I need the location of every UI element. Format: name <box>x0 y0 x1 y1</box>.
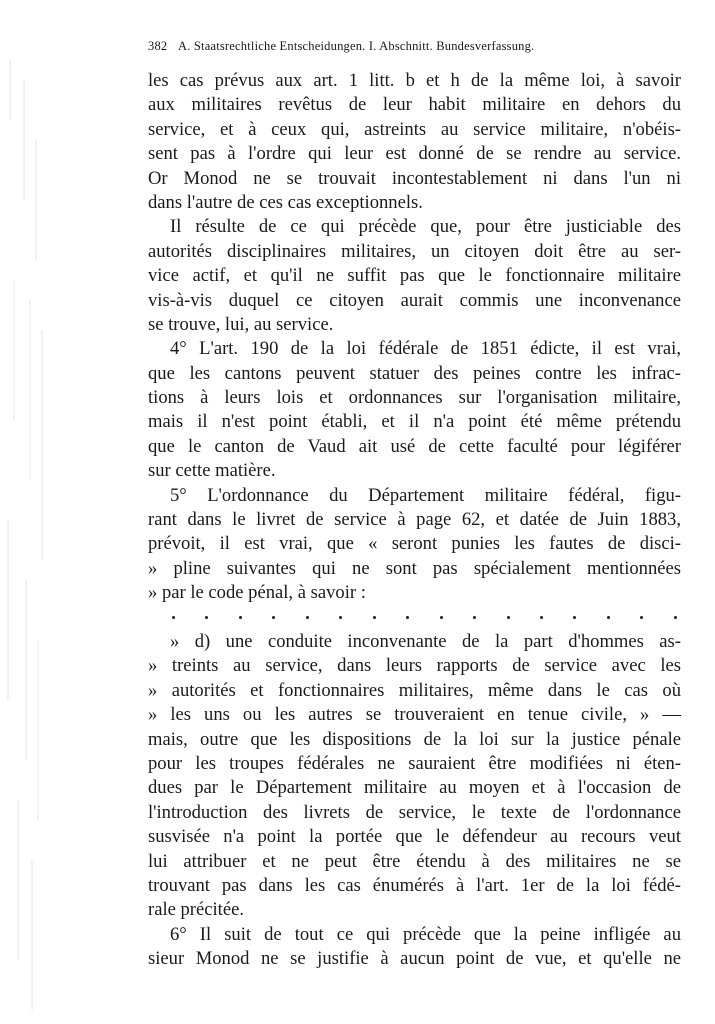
text-line: mais il n'est point établi, et il n'a point été même prétendu <box>148 411 681 433</box>
ellipsis-dot <box>239 616 242 619</box>
text-line: 5° L'ordonnance du Département militaire fédéral, figu- <box>170 484 681 506</box>
body-text <box>148 69 681 971</box>
text-line: tions à leurs lois et ordonnances sur l'organisation militaire, <box>148 387 681 409</box>
text-line: » treints au service, dans leurs rapports de service avec les <box>148 655 681 677</box>
text-line: sur cette matière. <box>148 460 276 482</box>
text-line: 4° L'art. 190 de la loi fédérale de 1851 édicte, il est vrai, <box>170 338 681 360</box>
ellipsis-dot <box>406 616 409 619</box>
ellipsis-dot <box>272 616 275 619</box>
text-line: aux militaires revêtus de leur habit militaire en dehors du <box>148 94 681 116</box>
running-title: A. Staatsrechtliche Entscheidungen. I. Abschnitt. Bundesverfassung. <box>178 39 535 53</box>
text-line: mais, outre que les dispositions de la loi sur la justice pénale <box>148 728 681 750</box>
text-line: 6° Il suit de tout ce qui précède que la peine infligée au <box>170 923 681 945</box>
page-number: 382 <box>148 39 168 53</box>
text-line: » par le code pénal, à savoir : <box>148 582 366 604</box>
ellipsis-dot <box>507 616 510 619</box>
text-line: dans l'autre de ces cas exceptionnels. <box>148 191 423 213</box>
text-line: que les cantons peuvent statuer des peines contre les infrac- <box>148 362 681 384</box>
text-line: lui attribuer et ne peut être étendu à des militaires ne se <box>148 850 681 872</box>
ellipsis-dot <box>373 616 376 619</box>
text-line: que le canton de Vaud ait usé de cette faculté pour légiférer <box>148 435 681 457</box>
text-line: dues par le Département militaire au moyen et à l'occasion de <box>148 777 681 799</box>
text-line: » autorités et fonctionnaires militaires, même dans le cas où <box>148 679 681 701</box>
text-line: se trouve, lui, au service. <box>148 313 334 335</box>
ellipsis-row <box>148 606 681 630</box>
text-line: pour les troupes fédérales ne sauraient être modifiées ni éten- <box>148 752 681 774</box>
text-line: service, et à ceux qui, astreints au service militaire, n'obéis- <box>148 118 681 140</box>
ellipsis-dot <box>640 616 643 619</box>
text-line: rant dans le livret de service à page 62, et datée de Juin 1883, <box>148 509 681 531</box>
text-line: vis-à-vis duquel ce citoyen aurait commis une inconvenance <box>148 289 681 311</box>
text-line: autorités disciplinaires militaires, un citoyen doit être au ser- <box>148 240 681 262</box>
ellipsis-dot <box>306 616 309 619</box>
text-line: » d) une conduite inconvenante de la part d'hommes as- <box>170 630 681 652</box>
scan-edge-noise <box>0 0 80 1024</box>
ellipsis-dot <box>540 616 543 619</box>
text-line: trouvant pas dans les cas énumérés à l'art. 1er de la loi fédé- <box>148 874 681 896</box>
text-line: prévoit, il est vrai, que « seront punies les fautes de disci- <box>148 533 681 555</box>
ellipsis-dot <box>473 616 476 619</box>
text-line: » les uns ou les autres se trouveraient en tenue civile, » — <box>148 704 681 726</box>
text-line: l'introduction des livrets de service, le texte de l'ordonnance <box>148 801 681 823</box>
ellipsis-dot <box>205 616 208 619</box>
running-header <box>148 39 678 54</box>
ellipsis-dot <box>172 616 175 619</box>
text-line: rale précitée. <box>148 899 244 921</box>
text-line: » pline suivantes qui ne sont pas spécialement mentionnées <box>148 557 681 579</box>
text-line: Il résulte de ce qui précède que, pour être justiciable des <box>170 216 681 238</box>
ellipsis-dot <box>573 616 576 619</box>
ellipsis-dot <box>607 616 610 619</box>
text-line: vice actif, et qu'il ne suffit pas que le fonctionnaire militaire <box>148 265 681 287</box>
text-line: Or Monod ne se trouvait incontestablement ni dans l'un ni <box>148 167 681 189</box>
text-line: sieur Monod ne se justifie à aucun point de vue, et qu'elle ne <box>148 948 681 970</box>
ellipsis-dot <box>674 616 677 619</box>
text-line: sent pas à l'ordre qui leur est donné de se rendre au service. <box>148 143 681 165</box>
text-line: susvisée n'a point la portée que le défendeur au recours veut <box>148 826 681 848</box>
ellipsis-dot <box>440 616 443 619</box>
ellipsis-dot <box>339 616 342 619</box>
text-line: les cas prévus aux art. 1 litt. b et h de la même loi, à savoir <box>148 70 681 91</box>
